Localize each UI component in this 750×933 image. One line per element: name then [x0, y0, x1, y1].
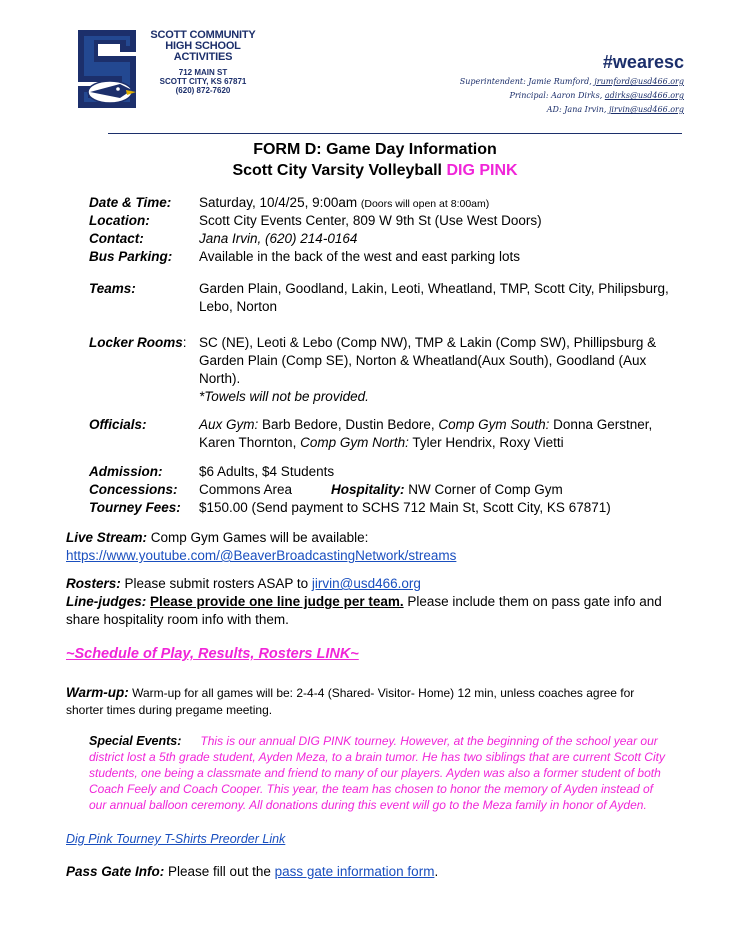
form-title: FORM D: Game Day Information	[253, 141, 497, 158]
officials-line	[199, 434, 652, 452]
principal-line	[460, 89, 684, 103]
school-name-line: ACTIVITIES	[173, 51, 233, 63]
event-title	[0, 162, 750, 180]
bus-parking-label: Bus Parking:	[89, 249, 173, 264]
doors-note: (Doors will open at 8:00am)	[360, 198, 490, 210]
officials-label: Officials:	[89, 417, 147, 432]
hospitality-value: NW Corner of Comp Gym	[404, 482, 563, 497]
staff-label: Superintendent: Jamie Rumford,	[459, 77, 595, 86]
date-text: Saturday, 10/4/25, 9:00am	[199, 195, 361, 210]
tshirt-line	[66, 830, 285, 848]
live-stream-text: Comp Gym Games will be available:	[147, 530, 369, 545]
special-text: Coach Feely and Coach Cooper. This year, the team has chosen to honor the memory of Ayden instead of	[89, 782, 653, 796]
principal-email-link[interactable]: adirks@usd466.org	[604, 91, 684, 100]
line-judges-line-2: share hospitality room info with them.	[66, 612, 289, 627]
school-name-block	[144, 30, 262, 95]
locker-line: Garden Plain (Comp SE), Norton & Wheatland(Aux South), Goodland (Aux	[199, 353, 647, 368]
admission-label: Admission:	[89, 464, 163, 479]
line-judges-requirement: Please provide one line judge per team.	[150, 594, 404, 609]
pass-gate-label: Pass Gate Info:	[66, 864, 165, 879]
locker-line: SC (NE), Leoti & Lebo (Comp NW), TMP & Lakin (Comp SW), Phillipsburg &	[199, 335, 657, 350]
teams-line: Garden Plain, Goodland, Lakin, Leoti, Wheatland, TMP, Scott City, Philipsburg,	[199, 281, 669, 296]
towels-note: *Towels will not be provided.	[199, 389, 369, 404]
live-stream-line	[66, 529, 368, 547]
rosters-email-link[interactable]: jirvin@usd466.org	[311, 576, 421, 591]
ad-line	[460, 103, 684, 117]
pass-gate-period: .	[434, 864, 439, 879]
line-judges-label: Line-judges:	[66, 594, 147, 609]
special-events-label: Special Events:	[89, 734, 182, 748]
teams-value	[199, 280, 669, 316]
date-value	[199, 194, 489, 213]
hospitality-label: Hospitality:	[331, 482, 405, 497]
live-stream-link[interactable]: https://www.youtube.com/@BeaverBroadcastingNetwork/streams	[66, 548, 457, 563]
pass-gate-line	[66, 863, 438, 881]
pass-gate-form-link[interactable]: pass gate information form	[274, 864, 435, 879]
staff-label: Principal: Aaron Dirks,	[509, 91, 605, 100]
locker-label-text: Locker Rooms	[89, 335, 183, 350]
admission-value: $6 Adults, $4 Students	[199, 464, 335, 479]
line-judges-line	[66, 593, 662, 611]
hashtag: #wearesc	[602, 52, 684, 72]
superintendent-line	[460, 75, 684, 89]
concessions-label: Concessions:	[89, 482, 178, 497]
school-logo	[70, 26, 144, 112]
header-divider	[108, 133, 682, 134]
address-line: SCOTT CITY, KS 67871	[159, 77, 247, 86]
school-address	[144, 68, 262, 95]
warmup-label: Warm-up:	[66, 685, 129, 700]
location-value: Scott City Events Center, 809 W 9th St (Use West Doors)	[199, 213, 542, 228]
comp-north-label: Comp Gym North:	[300, 435, 409, 450]
location-label: Location:	[89, 213, 150, 228]
comp-south-label: Comp Gym South:	[438, 417, 550, 432]
staff-contacts	[460, 75, 684, 117]
warmup-line	[66, 684, 634, 702]
contact-value: Jana Irvin, (620) 214-0164	[199, 231, 358, 246]
contact-label: Contact:	[89, 231, 144, 246]
officials-value	[199, 416, 652, 452]
superintendent-email-link[interactable]: jrumford@usd466.org	[594, 77, 684, 86]
live-stream-url-line	[66, 547, 456, 565]
rosters-line	[66, 575, 421, 593]
teams-label: Teams:	[89, 281, 136, 296]
locker-rooms-value	[199, 334, 656, 406]
locker-line: North).	[199, 371, 241, 386]
hospitality	[331, 481, 563, 499]
live-stream-label: Live Stream:	[66, 530, 148, 545]
event-title-text: Scott City Varsity Volleyball	[232, 162, 447, 179]
comp-south-officials: Donna Gerstner,	[549, 417, 653, 432]
aux-gym-label: Aux Gym:	[199, 417, 259, 432]
pass-gate-text: Please fill out the	[164, 864, 275, 879]
ad-email-link[interactable]: jirvin@usd466.org	[608, 105, 684, 114]
address-line: 712 MAIN ST	[178, 68, 228, 77]
special-events	[89, 733, 689, 813]
rosters-label: Rosters:	[66, 576, 121, 591]
concessions-value: Commons Area	[199, 482, 293, 497]
phone-line: (620) 872-7620	[175, 86, 231, 95]
teams-line: Lebo, Norton	[199, 299, 278, 314]
rosters-text: Please submit rosters ASAP to	[120, 576, 312, 591]
locker-rooms-label	[89, 335, 187, 350]
special-line	[89, 733, 689, 749]
special-text: our annual balloon ceremony. All donations during this event will go to the Meza family in honor of Ayden.	[89, 798, 647, 812]
tshirt-preorder-link[interactable]: Dig Pink Tourney T-Shirts Preorder Link	[66, 832, 286, 846]
comp-south-officials-cont: Karen Thornton,	[199, 435, 301, 450]
dig-pink-highlight: DIG PINK	[446, 162, 518, 179]
date-label: Date & Time:	[89, 195, 172, 210]
school-name-line: HIGH SCHOOL	[165, 40, 241, 52]
tourney-fees-label: Tourney Fees:	[89, 500, 181, 515]
locker-colon: :	[182, 335, 187, 350]
special-text: district lost a 5th grade student, Ayden Meza, to a brain tumor. He has two siblings that are current Scott City	[89, 750, 665, 764]
warmup-text: Warm-up for all games will be: 2-4-4 (Shared- Visitor- Home) 12 min, unless coaches agree for	[128, 686, 635, 700]
officials-line	[199, 416, 652, 434]
special-text: students, one being a classmate and friend to many of our players. Ayden was also a former student of both	[89, 766, 661, 780]
comp-north-officials: Tyler Hendrix, Roxy Vietti	[408, 435, 564, 450]
line-judges-text: Please include them on pass gate info and	[403, 594, 662, 609]
warmup-line-2: shorter times during pregame meeting.	[66, 703, 273, 717]
schedule-results-rosters-link[interactable]: ~Schedule of Play, Results, Rosters LINK~	[66, 646, 359, 662]
tourney-fees-value: $150.00 (Send payment to SCHS 712 Main St, Scott City, KS 67871)	[199, 500, 611, 515]
aux-gym-officials: Barb Bedore, Dustin Bedore,	[258, 417, 439, 432]
special-text: This is our annual DIG PINK tourney. However, at the beginning of the school year our	[200, 734, 658, 748]
bus-parking-value: Available in the back of the west and east parking lots	[199, 249, 520, 264]
school-name-line: SCOTT COMMUNITY	[150, 29, 256, 41]
staff-label: AD: Jana Irvin,	[546, 105, 609, 114]
